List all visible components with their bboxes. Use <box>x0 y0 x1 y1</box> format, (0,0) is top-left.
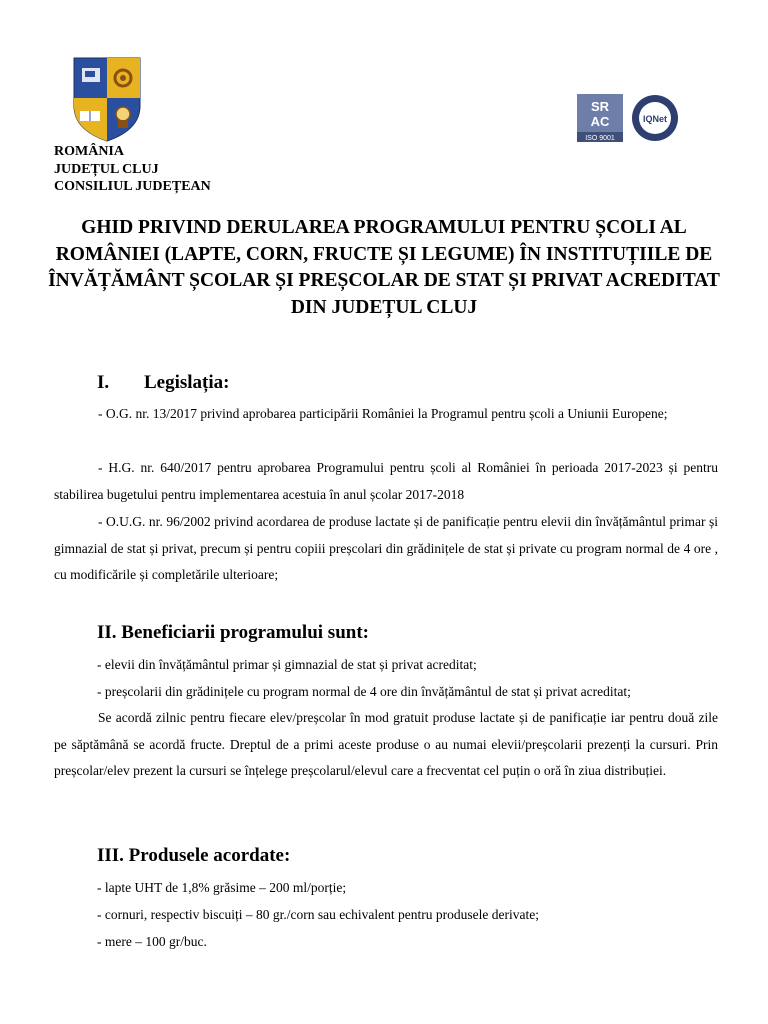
org-line-county: JUDEȚUL CLUJ <box>54 161 159 177</box>
svg-text:ISO 9001: ISO 9001 <box>585 135 615 142</box>
product-item: - cornuri, respectiv biscuiți – 80 gr./corn sau echivalent pentru produsele derivate; <box>97 907 539 922</box>
section-heading-products: III. Produsele acordate: <box>97 845 291 866</box>
section-title: Legislația: <box>144 372 230 393</box>
product-item: - lapte UHT de 1,8% grăsime – 200 ml/porție; <box>97 880 347 895</box>
certification-logos <box>577 94 681 144</box>
document-title: GHID PRIVIND DERULAREA PROGRAMULUI PENTRU ȘCOLI AL ROMÂNIEI (LAPTE, CORN, FRUCTE ȘI LEGUME) ÎN INSTITUȚIILE DE ÎNVĂȚĂMÂNT ȘCOLAR ȘI PREȘCOLAR DE STAT ȘI PRIVAT ACREDITAT DIN JUDEȚUL CLUJ <box>48 217 720 318</box>
section-heading-beneficiaries: II. Beneficiarii programului sunt: <box>97 622 369 643</box>
legislation-item: - O.U.G. nr. 96/2002 privind acordarea de produse lactate și de panificație pentru elevii din învățământul primar și gimnazial de stat și privat, precum și pentru copiii preșcolari din grădinițele de stat și private cu program normal de 4 ore , cu modificările și completările ulterioare; <box>54 514 718 582</box>
svg-text:SR: SR <box>590 99 610 114</box>
beneficiaries-paragraph: Se acordă zilnic pentru fiecare elev/preșcolar în mod gratuit produse lactate și de panificație iar pentru două zile pe săptămână se acordă fructe. Dreptul de a primi aceste produse o au numai elevii/preșcolarii prezenți la cursuri. Prin preșcolar/elev prezent la cursuri se înțelege preșcolarul/elevul care a frecventat cel puțin o oră în ziua distribuției. <box>54 710 718 778</box>
beneficiary-item: - elevii din învățământul primar și gimnazial de stat și privat acreditat; <box>97 657 477 672</box>
legislation-item: - H.G. nr. 640/2017 pentru aprobarea Programului pentru școli al României în perioada 2017-2023 și pentru stabilirea bugetului pentru implementarea acestuia în anul școlar 2017-2018 <box>54 460 718 502</box>
svg-text:IQNet: IQNet <box>642 114 668 124</box>
beneficiary-item: - preșcolarii din grădinițele cu program normal de 4 ore din învățământul de stat și privat acreditat; <box>97 684 631 699</box>
svg-text:AC: AC <box>590 114 610 129</box>
section-heading-legislation <box>97 372 230 394</box>
product-item: - mere – 100 gr/buc. <box>97 934 207 949</box>
org-line-council: CONSILIUL JUDEȚEAN <box>54 179 211 194</box>
org-line-country: ROMÂNIA <box>54 144 124 159</box>
county-coat-of-arms-icon <box>72 56 142 142</box>
section-number: I. <box>97 372 110 393</box>
organization-block <box>54 143 211 196</box>
legislation-item: - O.G. nr. 13/2017 privind aprobarea participării României la Programul pentru școli a Uniunii Europene; <box>98 406 668 421</box>
